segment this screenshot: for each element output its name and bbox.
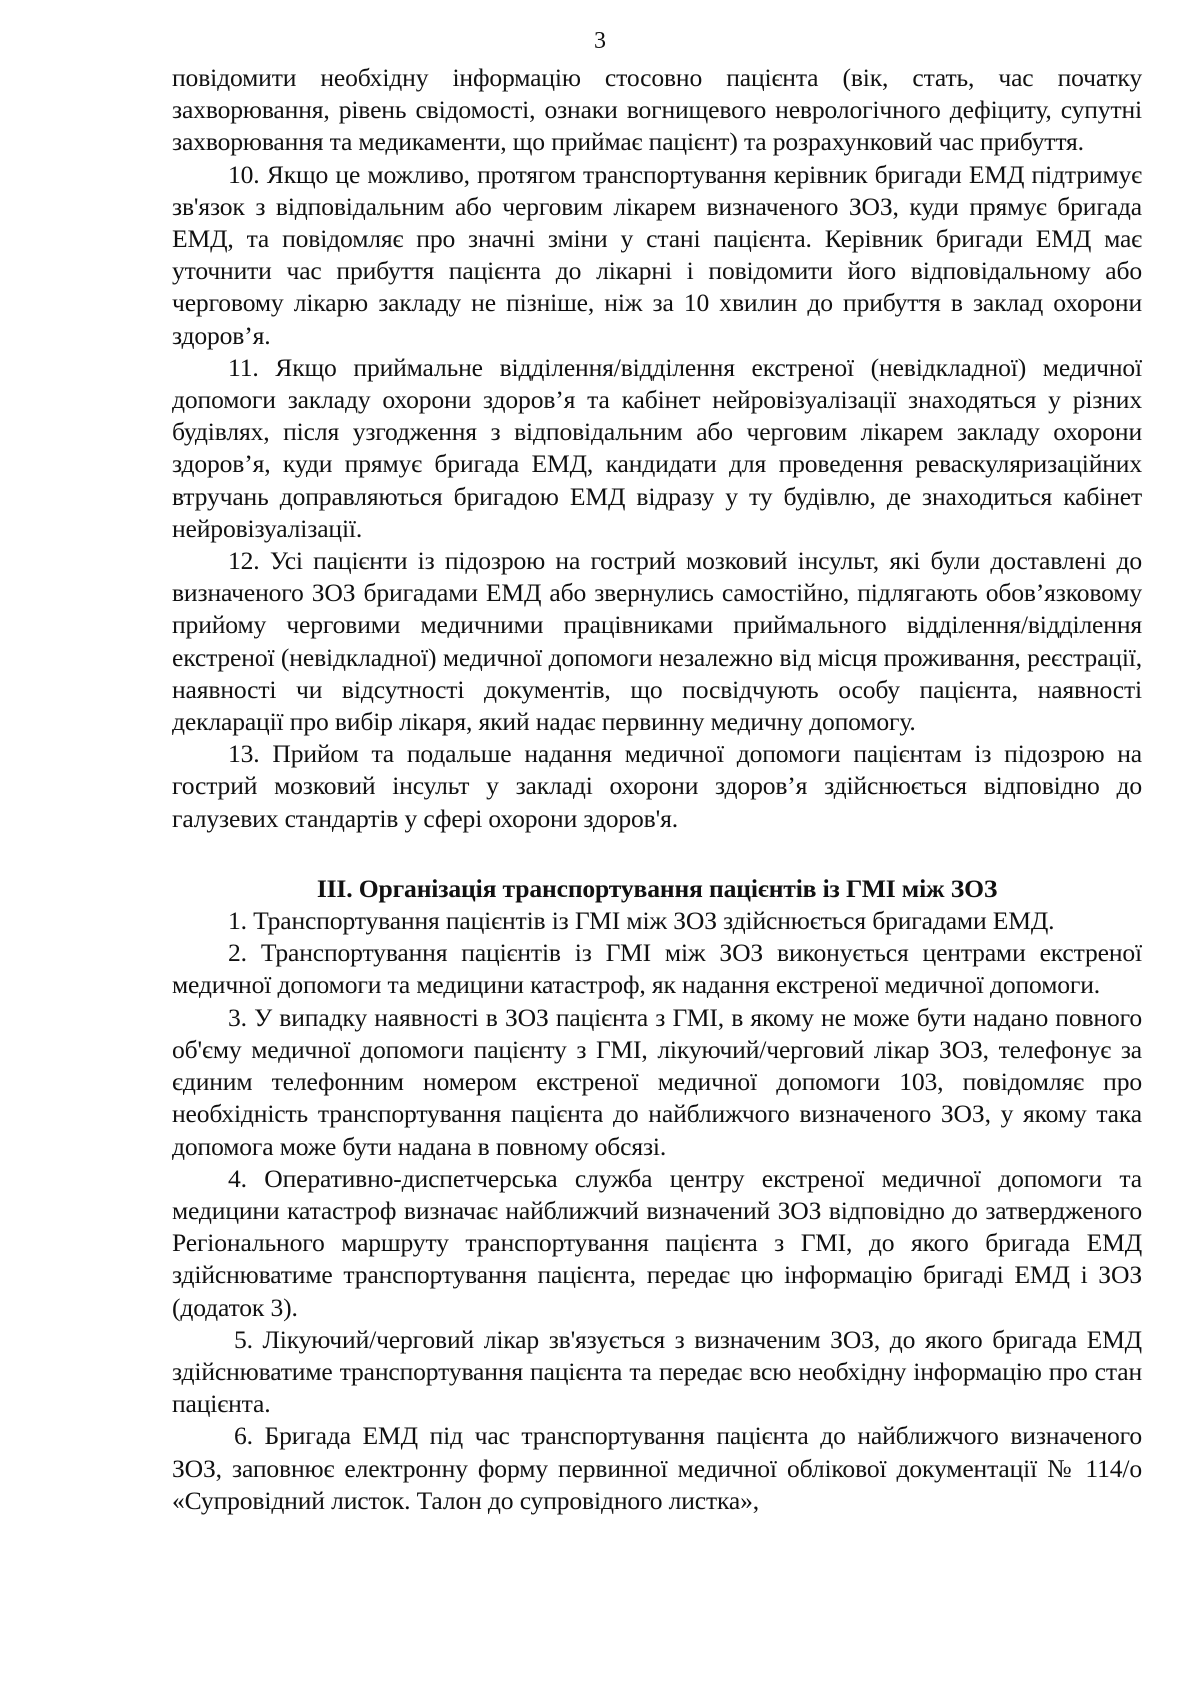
section3-item-4: 4. Оперативно-диспетчерська служба центру екстреної медичної допомоги та медицини катастроф визначає найближчий визначений ЗОЗ відповідно до затвердженого Регіонального маршруту транспортування пацієнта з ГМІ, до якого бригада ЕМД здійснюватиме транспортування пацієнта, передає цю інформацію бригаді ЕМД і ЗОЗ (додаток 3). [172,1163,1142,1322]
section3-item-1: 1. Транспортування пацієнтів із ГМІ між ЗОЗ здійснюється бригадами ЕМД. [228,906,1055,936]
paragraph-item-11: 11. Якщо приймальне відділення/відділення екстреної (невідкладної) медичної допомоги закладу охорони здоров’я та кабінет нейровізуалізації знаходяться у різних будівлях, після узгодження з відповідальним або черговим лікарем закладу охорони здоров’я, куди прямує бригада ЕМД, кандидати для проведення реваскуляризаційних втручань доправляються бригадою ЕМД відразу у ту будівлю, де знаходиться кабінет нейровізуалізації. [172,352,1142,543]
paragraph-item-12: 12. Усі пацієнти із підозрою на гострий мозковий інсульт, які були доставлені до визначеного ЗОЗ бригадами ЕМД або звернулись самостійно, підлягають обов’язковому прийому черговими медичними працівниками приймального відділення/відділення екстреної (невідкладної) медичної допомоги незалежно від місця проживання, реєстрації, наявності чи відсутності документів, що посвідчують особу пацієнта, наявності декларації про вибір лікаря, який надає первинну медичну допомогу. [172,546,1142,737]
section3-item-6: 6. Бригада ЕМД під час транспортування пацієнта до найближчого визначеного ЗОЗ, заповнює електронну форму первинної медичної облікової документації № 114/о «Супровідний листок. Талон до супровідного листка», [172,1421,1142,1515]
section3-item-2: 2. Транспортування пацієнтів із ГМІ між ЗОЗ виконується центрами екстреної медичної допомоги та медицини катастроф, як надання екстреної медичної допомоги. [172,938,1142,1000]
document-body [172,62,1142,1517]
section3-item-3: 3. У випадку наявності в ЗОЗ пацієнта з ГМІ, в якому не може бути надано повного об'єму медичної допомоги пацієнту з ГМІ, лікуючий/черговий лікар ЗОЗ, телефонує за єдиним телефонним номером екстреної медичної допомоги 103, повідомляє про необхідність транспортування пацієнта до найближчого визначеного ЗОЗ, у якому така допомога може бути надана в повному обсязі. [172,1002,1142,1161]
section-title: ІІІ. Організація транспортування пацієнтів із ГМІ між ЗОЗ [316,873,998,903]
paragraph-item-10: 10. Якщо це можливо, протягом транспортування керівник бригади ЕМД підтримує зв'язок з відповідальним або черговим лікарем визначеного ЗОЗ, куди прямує бригада ЕМД, та повідомляє про значні зміни у стані пацієнта. Керівник бригади ЕМД має уточнити час прибуття пацієнта до лікарні і повідомити його відповідальному або черговому лікарю закладу не пізніше, ніж за 10 хвилин до прибуття в заклад охорони здоров’я. [172,159,1142,350]
continuation-paragraph: повідомити необхідну інформацію стосовно пацієнта (вік, стать, час початку захворювання, рівень свідомості, ознаки вогнищевого неврологічного дефіциту, супутні захворювання та медикаменти, що приймає пацієнт) та розрахунковий час прибуття. [172,63,1142,157]
paragraph-item-13: 13. Прийом та подальше надання медичної допомоги пацієнтам із підозрою на гострий мозковий інсульт у закладі охорони здоров’я здійснюється відповідно до галузевих стандартів у сфері охорони здоров'я. [172,739,1142,833]
page-number: 3 [594,28,606,54]
section3-item-5: 5. Лікуючий/черговий лікар зв'язується з визначеним ЗОЗ, до якого бригада ЕМД здійснюватиме транспортування пацієнта та передає всю необхідну інформацію про стан пацієнта. [172,1324,1142,1419]
